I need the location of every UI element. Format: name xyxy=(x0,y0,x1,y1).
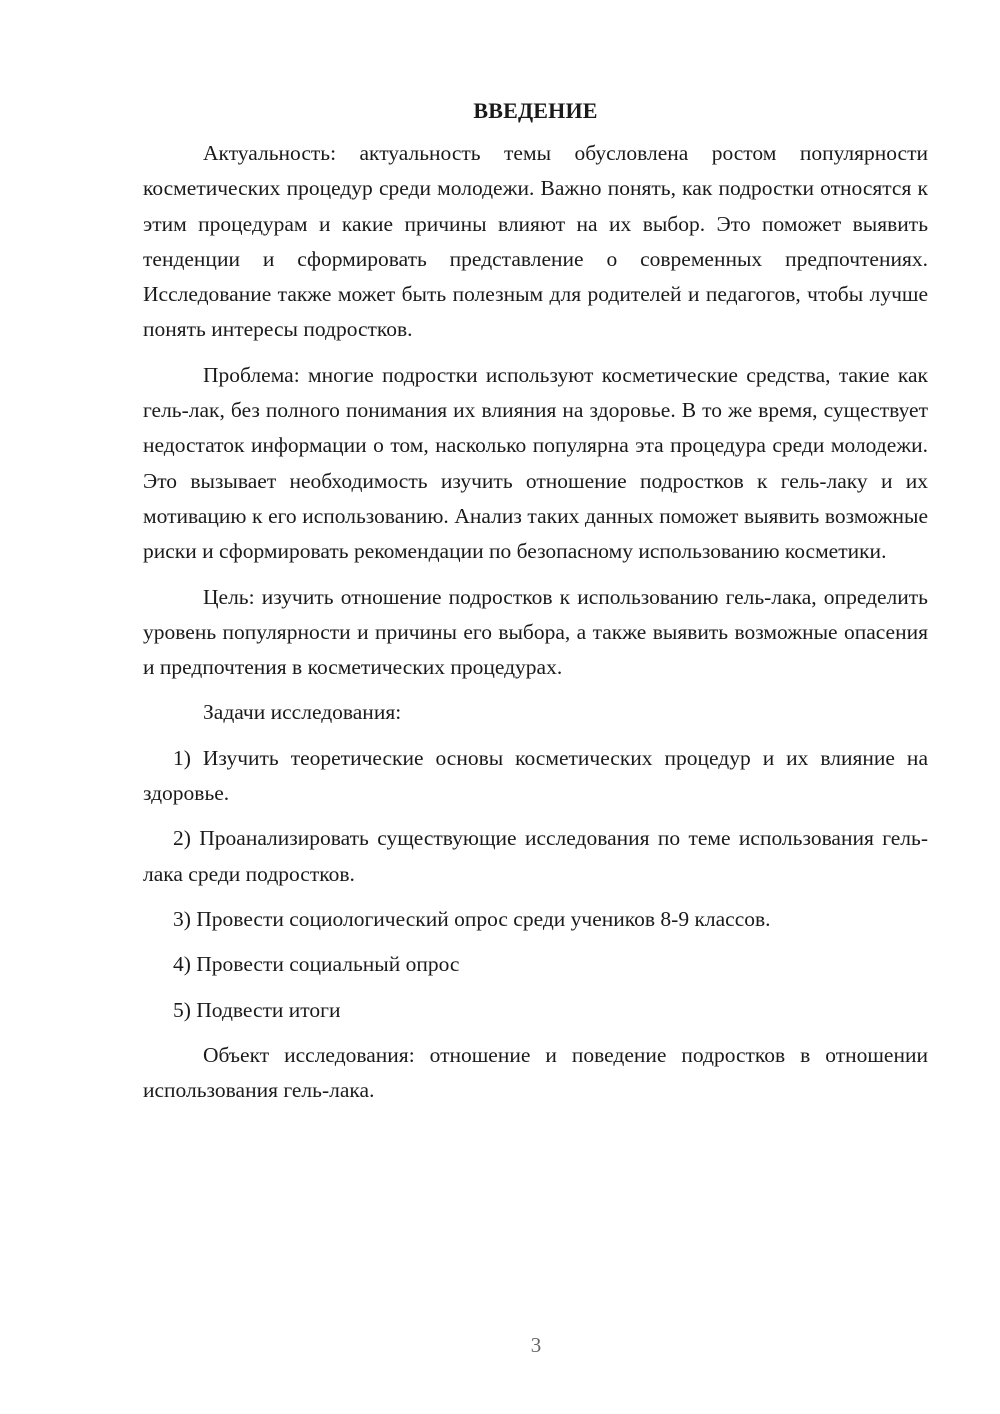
document-page xyxy=(143,96,928,1118)
paragraph-goal: Цель: изучить отношение подростков к использованию гель-лака, определить уровень популярности и причины его выбора, а также выявить возможные опасения и предпочтения в косметических процедурах. xyxy=(143,584,928,680)
paragraph-relevance: Актуальность: актуальность темы обусловлена ростом популярности косметических процедур среди молодежи. Важно понять, как подростки относятся к этим процедурам и какие причины влияют на их выбор. Это поможет выявить тенденции и сформировать представление о современных предпочтениях. Исследование также может быть полезным для родителей и педагогов, чтобы лучше понять интересы подростков. xyxy=(143,141,928,342)
task-item-5: 5) Подвести итоги xyxy=(173,997,341,1022)
task-item-3: 3) Провести социологический опрос среди учеников 8-9 классов. xyxy=(173,906,771,931)
page-title: ВВЕДЕНИЕ xyxy=(473,98,598,123)
paragraph-problem: Проблема: многие подростки используют косметические средства, такие как гель-лак, без полного понимания их влияния на здоровье. В то же время, существует недостаток информации о том, насколько популярна эта процедура среди молодежи. Это вызывает необходимость изучить отношение подростков к гель-лаку и их мотивацию к его использованию. Анализ таких данных поможет выявить возможные риски и сформировать рекомендации по безопасному использованию косметики. xyxy=(143,362,928,564)
page-number: 3 xyxy=(530,1333,542,1357)
task-item-2: 2) Проанализировать существующие исследования по теме использования гель-лака среди подростков. xyxy=(143,826,928,886)
paragraph-object: Объект исследования: отношение и поведение подростков в отношении использования гель-лака. xyxy=(143,1042,928,1103)
task-item-4: 4) Провести социальный опрос xyxy=(173,952,460,977)
task-item-1: 1) Изучить теоретические основы косметических процедур и их влияние на здоровье. xyxy=(143,745,928,806)
tasks-title: Задачи исследования: xyxy=(203,700,402,725)
